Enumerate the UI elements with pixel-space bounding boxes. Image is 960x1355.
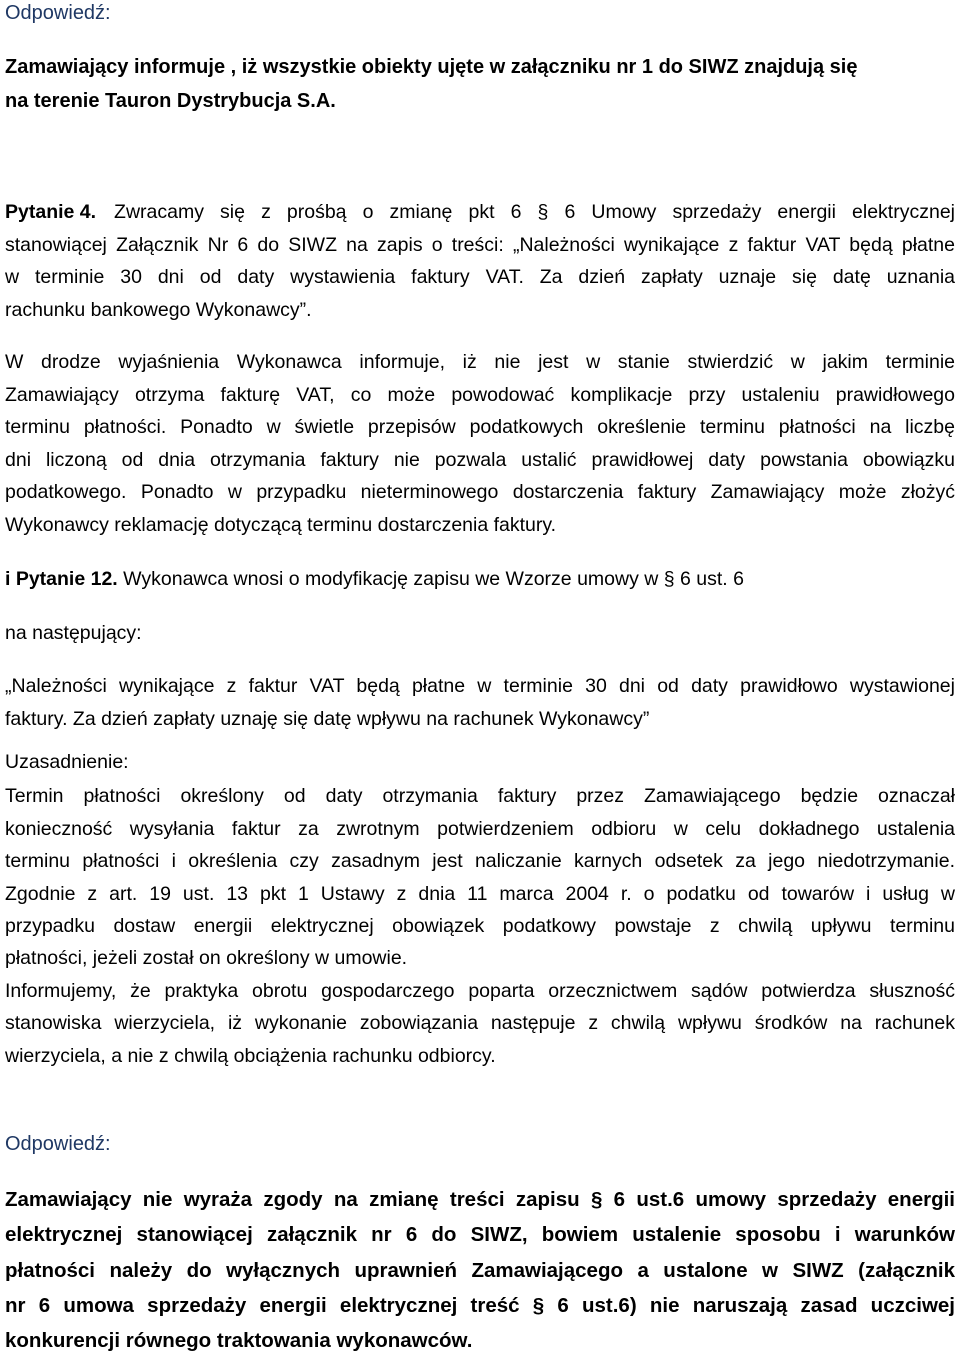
answer-text-line: elektrycznej stanowiącej załącznik nr 6 do SIWZ, bowiem ustalenie sposobu i warunków	[5, 1223, 955, 1246]
explanation-line: podatkowego. Ponadto w przypadku nieterminowego dostarczenia faktury Zamawiający może złożyć	[5, 481, 955, 503]
justification-line: przypadku dostaw energii elektrycznej obowiązek podatkowy powstaje z chwilą upływu terminu	[5, 915, 955, 937]
justification-line: konieczność wysyłania faktur za zwrotnym potwierdzeniem odbioru w celu dokładnego ustalenia	[5, 818, 955, 840]
explanation-line: dni liczoną od dnia otrzymania faktury nie pozwala ustalić prawidłowej daty powstania obowiązku	[5, 449, 955, 471]
quote-line: faktury. Za dzień zapłaty uznaję się datę wpływu na rachunek Wykonawcy”	[5, 708, 650, 730]
question-12-line	[5, 567, 955, 591]
answer-text-line: konkurencji równego traktowania wykonawców.	[5, 1329, 473, 1352]
explanation-line: Zamawiający otrzyma fakturę VAT, co może powodować komplikacje przy ustaleniu prawidłowego	[5, 384, 955, 406]
justification-line: płatności, jeżeli został on określony w umowie.	[5, 947, 408, 969]
justification-line: wierzyciela, a nie z chwilą obciążenia rachunku odbiorcy.	[5, 1045, 496, 1067]
justification-line: Termin płatności określony od daty otrzymania faktury przez Zamawiającego będzie oznaczał	[5, 785, 955, 807]
question-text-line: w terminie 30 dni od daty wystawienia faktury VAT. Za dzień zapłaty uznaje się datę uznania	[5, 266, 955, 288]
question-4-line	[5, 200, 955, 224]
question-text: Zwracamy się z prośbą o zmianę pkt 6 § 6 Umowy sprzedaży energii elektrycznej	[114, 201, 955, 223]
question-label: i Pytanie 12.	[5, 568, 118, 590]
explanation-line: terminu płatności. Ponadto w świetle przepisów podatkowych określenie terminu płatności na liczbę	[5, 416, 955, 438]
answer-text-line: nr 6 umowa sprzedaży energii elektrycznej treść § 6 ust.6) nie naruszają zasad uczciwej	[5, 1294, 955, 1317]
explanation-line: Wykonawcy reklamację dotyczącą terminu dostarczenia faktury.	[5, 514, 557, 536]
question-text-line: rachunku bankowego Wykonawcy”.	[5, 299, 312, 321]
question-text-line: na następujący:	[5, 622, 142, 644]
quote-line: „Należności wynikające z faktur VAT będą płatne w terminie 30 dni od daty prawidłowo wystawionej	[5, 675, 955, 697]
answer-heading: Odpowiedź:	[5, 1133, 111, 1155]
answer-heading: Odpowiedź:	[5, 2, 111, 24]
answer-text-line: Zamawiający informuje , iż wszystkie obiekty ujęte w załączniku nr 1 do SIWZ znajdują się	[5, 56, 858, 78]
question-text-line: stanowiącej Załącznik Nr 6 do SIWZ na zapis o treści: „Należności wynikające z faktur VAT będą płatne	[5, 234, 955, 256]
justification-heading: Uzasadnienie:	[5, 751, 129, 773]
explanation-line: W drodze wyjaśnienia Wykonawca informuje, iż nie jest w stanie stwierdzić w jakim terminie	[5, 351, 955, 373]
justification-line: Zgodnie z art. 19 ust. 13 pkt 1 Ustawy z dnia 11 marca 2004 r. o podatku od towarów i usług w	[5, 883, 955, 905]
answer-text-line: Zamawiający nie wyraża zgody na zmianę treści zapisu § 6 ust.6 umowy sprzedaży energii	[5, 1188, 955, 1211]
answer-text-line: na terenie Tauron Dystrybucja S.A.	[5, 90, 336, 112]
justification-line: terminu płatności i określenia czy zasadnym jest naliczanie karnych odsetek za jego niedotrzymanie.	[5, 850, 955, 872]
justification-line: Informujemy, że praktyka obrotu gospodarczego poparta orzecznictwem sądów potwierdza słuszność	[5, 980, 955, 1002]
justification-line: stanowiska wierzyciela, iż wykonanie zobowiązania następuje z chwilą wpływu środków na rachunek	[5, 1012, 955, 1034]
answer-text-line: płatności należy do wyłącznych uprawnień Zamawiającego a ustalone w SIWZ (załącznik	[5, 1259, 955, 1282]
question-text: Wykonawca wnosi o modyfikację zapisu we Wzorze umowy w § 6 ust. 6	[123, 568, 744, 590]
question-label: Pytanie 4.	[5, 201, 97, 223]
